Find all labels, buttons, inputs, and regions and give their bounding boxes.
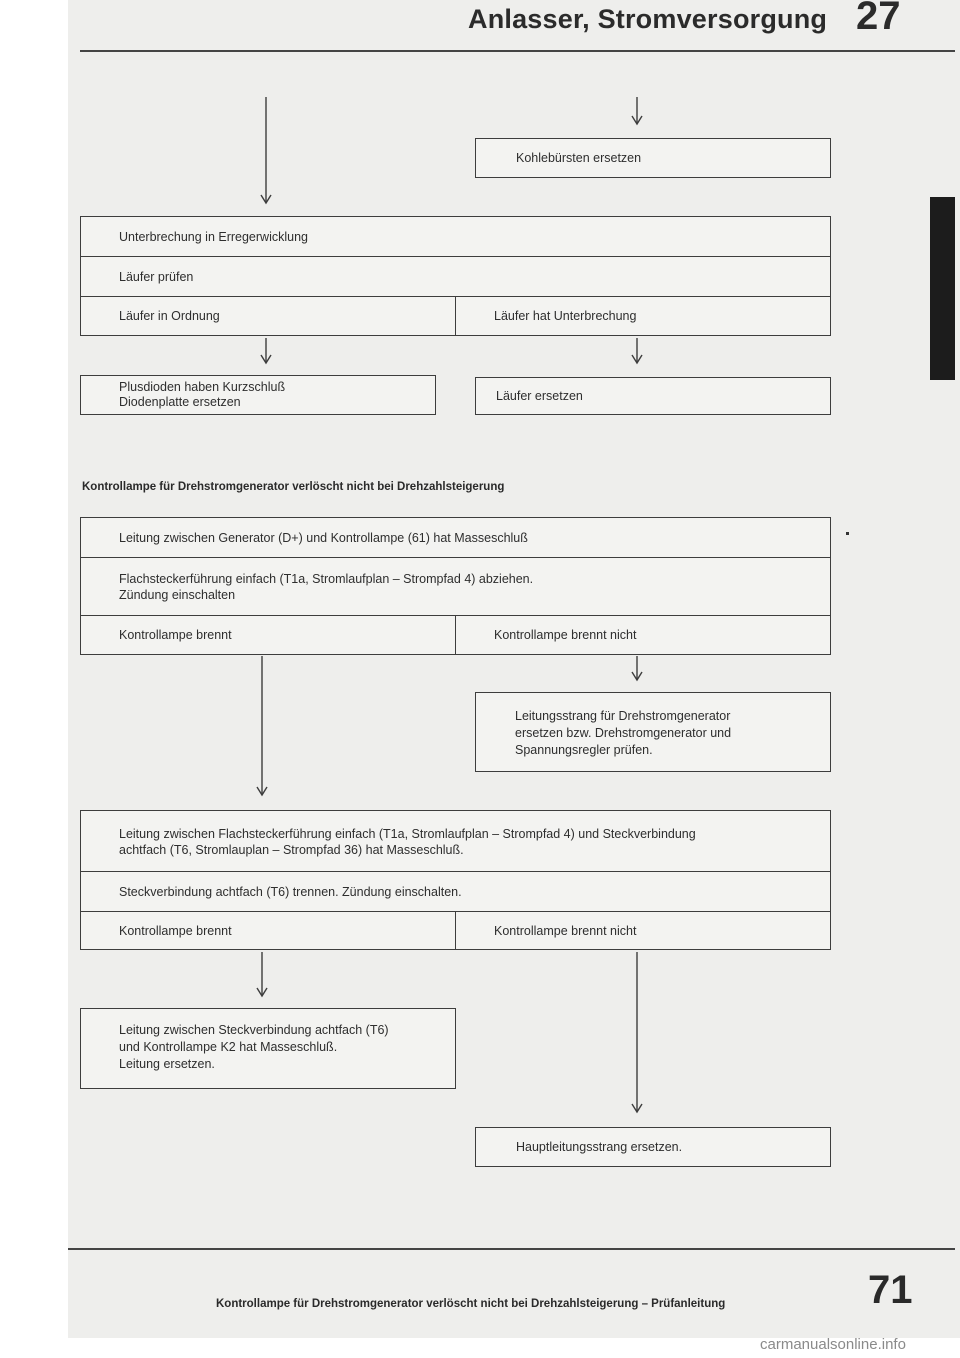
pull-connector-cell: Flachsteckerführung einfach (T1a, Stromlaufplan – Strompfad 4) abziehen. Zündung einschalten: [80, 557, 831, 616]
rotor-ok-cell: Läufer in Ordnung: [80, 296, 456, 336]
check-rotor-cell: Läufer prüfen: [80, 256, 831, 297]
plus-diodes-text: Plusdioden haben Kurzschluß Diodenplatte ersetzen: [119, 380, 286, 409]
chapter-number: 27: [856, 0, 901, 38]
replace-wire-text: Leitung zwischen Steckverbindung achtfach (T6) und Kontrollampe K2 hat Masseschluß. Leitung ersetzen.: [119, 1023, 389, 1071]
lamp-off-cell: Kontrollampe brennt nicht: [455, 615, 831, 655]
page-title: Anlasser, Stromversorgung: [468, 4, 828, 34]
lamp-on-2-cell: Kontrollampe brennt: [80, 911, 456, 950]
replace-harness-text: Leitungsstrang für Drehstromgenerator ersetzen bzw. Drehstromgenerator und Spannungsregler prüfen.: [515, 709, 732, 757]
lamp-off-2-cell: Kontrollampe brennt nicht: [455, 911, 831, 950]
ground-fault-cell: Leitung zwischen Generator (D+) und Kontrollampe (61) hat Masseschluß: [80, 517, 831, 558]
disconnect-cell: Steckverbindung achtfach (T6) trennen. Zündung einschalten.: [80, 871, 831, 912]
watermark: carmanualsonline.info: [760, 1336, 906, 1353]
footer-caption: Kontrollampe für Drehstromgenerator verlöscht nicht bei Drehzahlsteigerung – Prüfanleitung: [216, 1298, 726, 1310]
brushes-text: Kohlebürsten ersetzen: [516, 151, 642, 165]
page-number: 71: [868, 1268, 913, 1312]
section-heading: Kontrollampe für Drehstromgenerator verlöscht nicht bei Drehzahlsteigerung: [82, 481, 505, 493]
footer-rule: [68, 1248, 955, 1250]
replace-main-text: Hauptleitungsstrang ersetzen.: [516, 1140, 683, 1154]
ground-fault-2-cell: Leitung zwischen Flachsteckerführung einfach (T1a, Stromlaufplan – Strompfad 4) und Steckverbindung achtfach (T6, Stromlauplan – Strompfad 36) hat Masseschluß.: [80, 810, 831, 873]
lamp-on-cell: Kontrollampe brennt: [80, 615, 456, 655]
rotor-break-cell: Läufer hat Unterbrechung: [455, 296, 831, 336]
replace-rotor-text: Läufer ersetzen: [496, 389, 583, 403]
field-break-cell: Unterbrechung in Erregerwicklung: [80, 216, 831, 257]
